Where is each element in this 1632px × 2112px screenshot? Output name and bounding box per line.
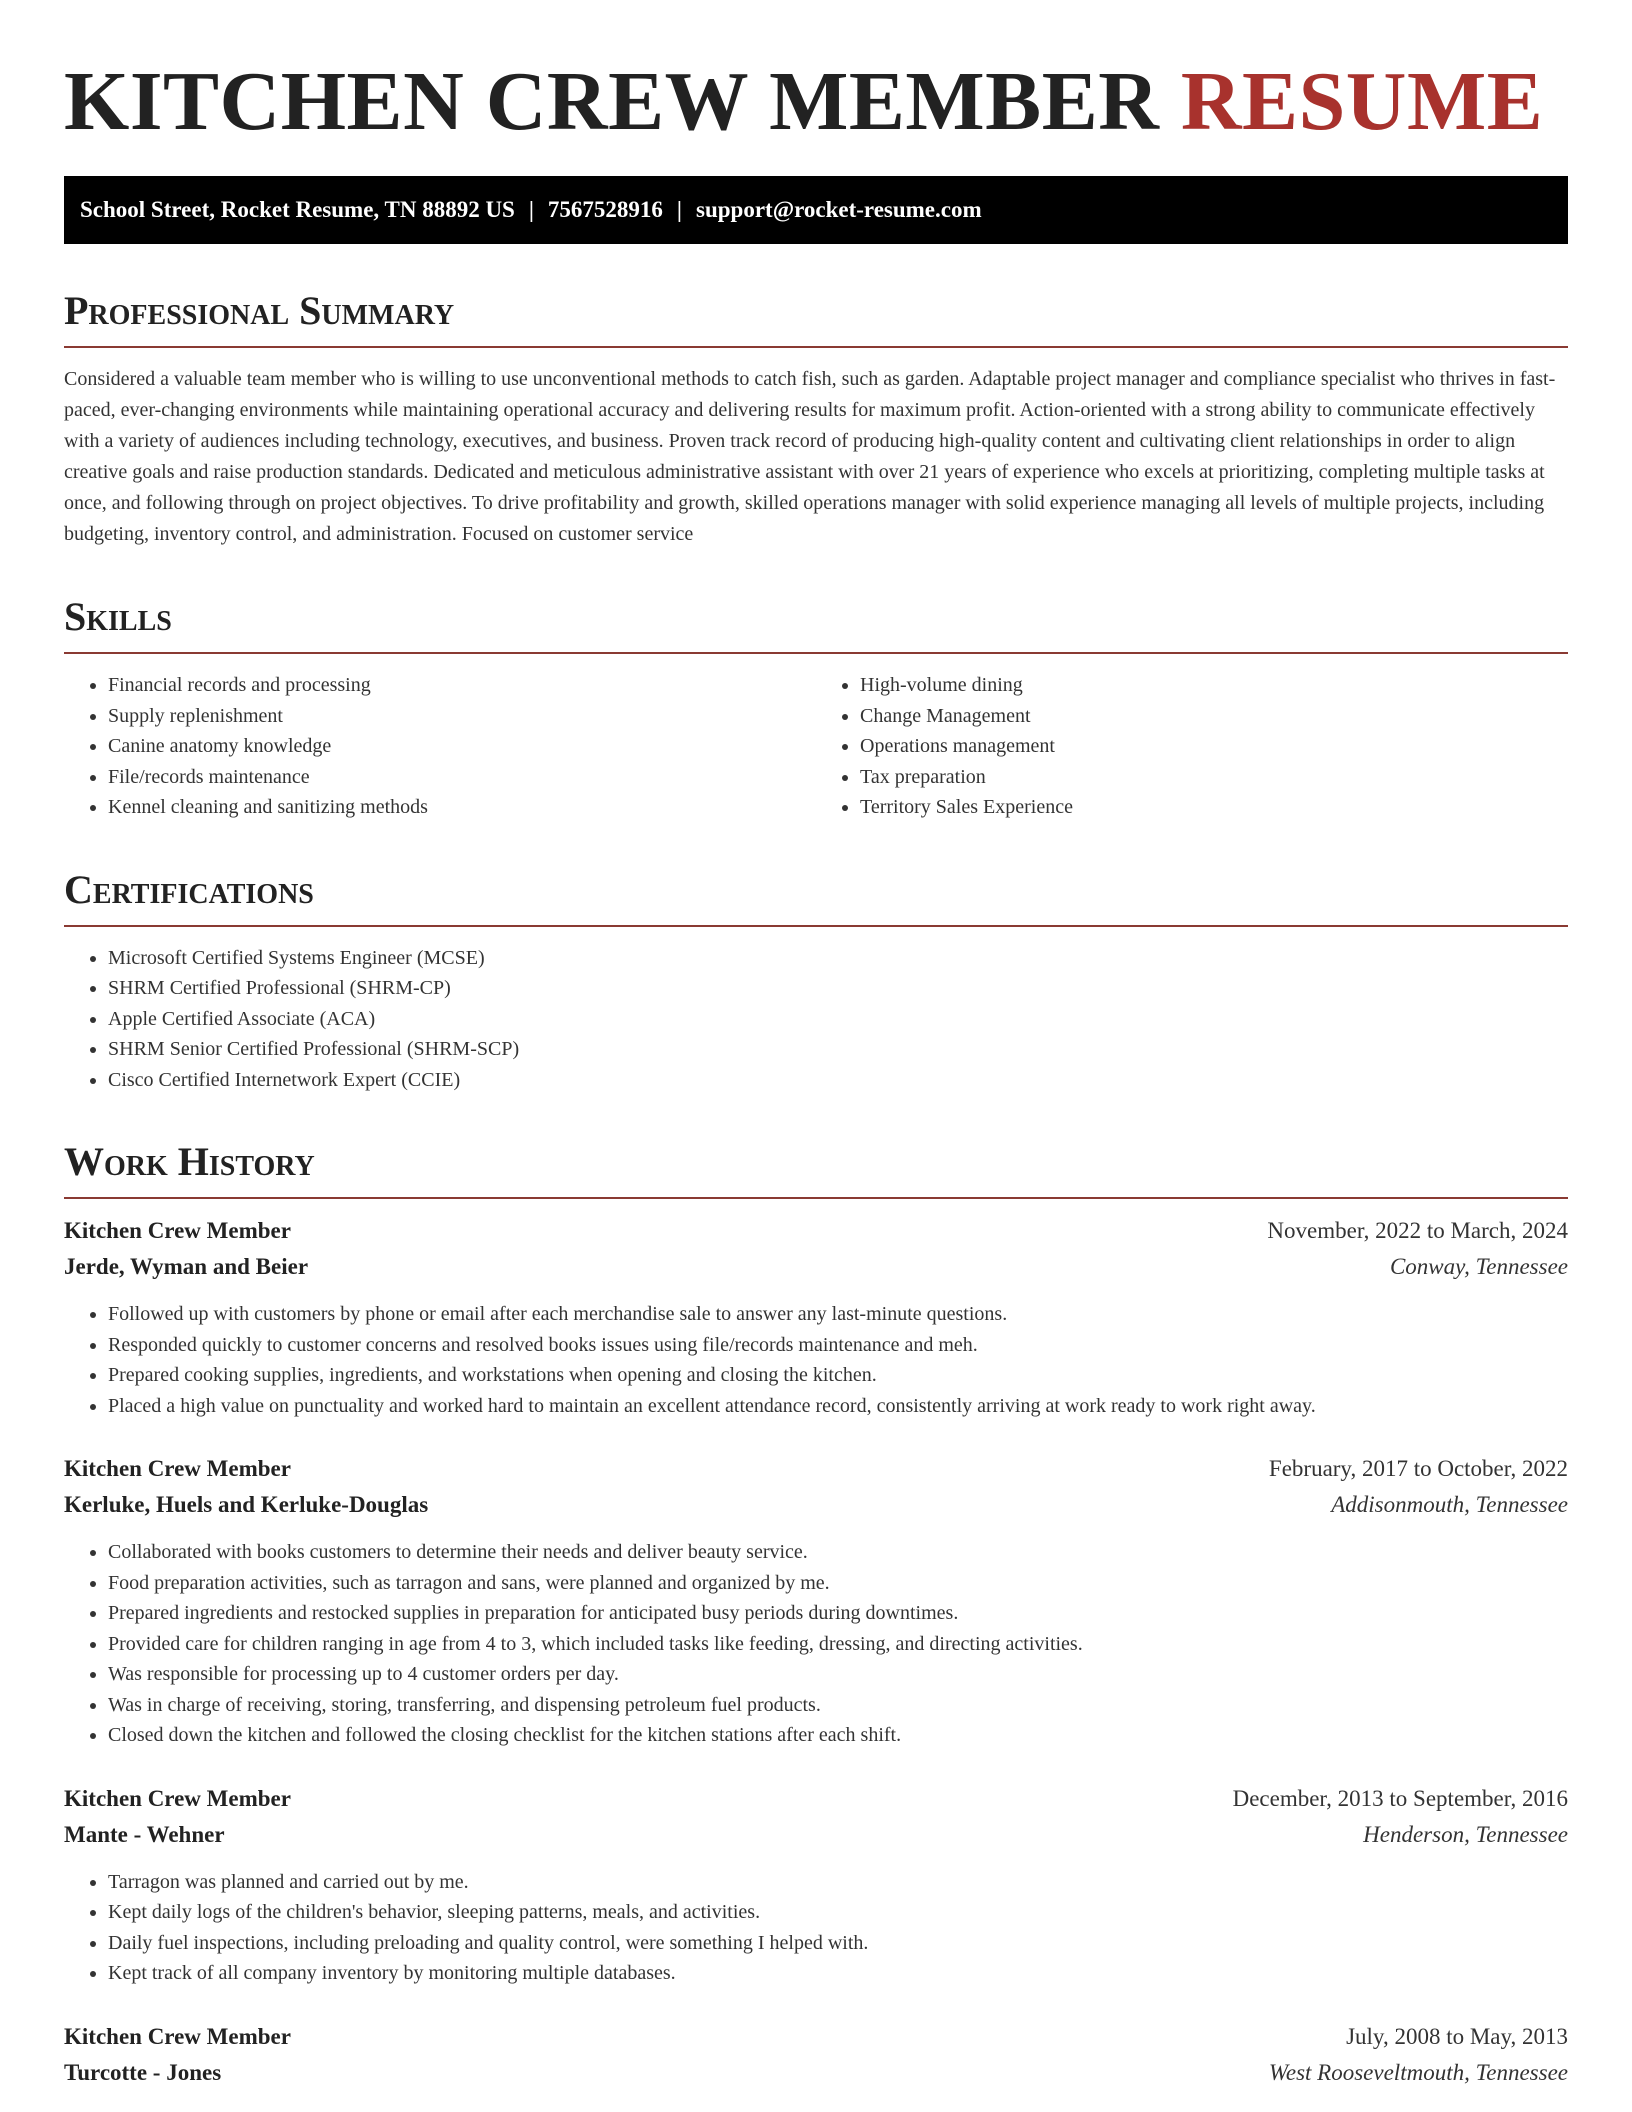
- work-history-section: [64, 1139, 1568, 2091]
- section-heading-certifications: Certifications: [64, 867, 1568, 927]
- certification-item: • Apple Certified Associate (ACA): [108, 1004, 1568, 1035]
- job-dates: February, 2017 to October, 2022: [1268, 1456, 1568, 1481]
- job-company: Kerluke, Huels and Kerluke-Douglas: [64, 1492, 429, 1517]
- job-duty: • Kept daily logs of the children's behavior, sleeping patterns, meals, and activities.: [108, 1897, 1568, 1928]
- job-company-row: [64, 1487, 1568, 1523]
- certification-item: • Microsoft Certified Systems Engineer (MCSE): [108, 943, 1568, 974]
- job-duty: • Collaborated with books customers to determine their needs and deliver beauty service.: [108, 1537, 1568, 1568]
- job-entry: [64, 1451, 1568, 1751]
- job-company-row: [64, 2055, 1568, 2091]
- job-duty: • Closed down the kitchen and followed the closing checklist for the kitchen stations after each shift.: [108, 1720, 1568, 1751]
- job-location: Henderson, Tennessee: [1363, 1821, 1568, 1847]
- job-header-row: [64, 1213, 1568, 1249]
- contact-phone: 7567528916: [547, 197, 663, 222]
- job-duty: • Responded quickly to customer concerns and resolved books issues using file/records maintenance and meh.: [108, 1330, 1568, 1361]
- job-duties-list: [64, 1867, 1568, 1989]
- job-duty: • Followed up with customers by phone or email after each merchandise sale to answer any last-minute questions.: [108, 1299, 1568, 1330]
- job-duty: • Prepared ingredients and restocked supplies in preparation for anticipated busy periods during downtimes.: [108, 1598, 1568, 1629]
- skill-item: • Supply replenishment: [108, 701, 816, 732]
- job-duties-list: [64, 1537, 1568, 1751]
- job-duty: • Was responsible for processing up to 4 customer orders per day.: [108, 1659, 1568, 1690]
- job-title: Kitchen Crew Member: [64, 2023, 291, 2049]
- job-title: Kitchen Crew Member: [64, 1218, 291, 1243]
- skill-item: • Change Management: [860, 701, 1568, 732]
- contact-bar: [64, 176, 1568, 244]
- certifications-section: [64, 867, 1568, 1096]
- job-duty: • Tarragon was planned and carried out by me.: [108, 1867, 1568, 1898]
- job-dates: December, 2013 to September, 2016: [1232, 1785, 1568, 1811]
- job-location: Conway, Tennessee: [1389, 1254, 1568, 1279]
- certification-item: • Cisco Certified Internetwork Expert (CCIE): [108, 1065, 1568, 1096]
- job-entry: [64, 2019, 1568, 2091]
- job-header-row: [64, 2019, 1568, 2055]
- skill-item: • High-volume dining: [860, 670, 1568, 701]
- skill-item: • Operations management: [860, 731, 1568, 762]
- job-header-row: [64, 1451, 1568, 1487]
- job-company-row: [64, 1817, 1568, 1853]
- job-entry: [64, 1213, 1568, 1421]
- skills-grid: [64, 670, 1568, 823]
- contact-address: School Street, Rocket Resume, TN 88892 US: [80, 197, 515, 222]
- section-heading-summary: Professional Summary: [64, 288, 1568, 348]
- job-location: Addisonmouth, Tennessee: [1331, 1492, 1568, 1517]
- skill-item: • Territory Sales Experience: [860, 792, 1568, 823]
- job-duty: • Prepared cooking supplies, ingredients, and workstations when opening and closing the kitchen.: [108, 1360, 1568, 1391]
- skill-item: • Canine anatomy knowledge: [108, 731, 816, 762]
- job-location: West Rooseveltmouth, Tennessee: [1268, 2059, 1568, 2085]
- certification-item: • SHRM Senior Certified Professional (SHRM-SCP): [108, 1034, 1568, 1065]
- job-header-row: [64, 1781, 1568, 1817]
- job-duties-list: [64, 1299, 1568, 1421]
- title-main: KITCHEN CREW MEMBER: [64, 55, 1160, 148]
- section-heading-work-history: Work History: [64, 1139, 1568, 1199]
- skill-item: • Tax preparation: [860, 762, 1568, 793]
- certifications-list: [64, 943, 1568, 1096]
- summary-text: Considered a valuable team member who is willing to use unconventional methods to catch fish, such as garden. Adaptable project manager and compliance specialist who thrives in fast-paced, ever-changing environments while maintaining operational accuracy and delivering results for maximum profit. Action-oriented with a strong ability to communicate effectively with a variety of audiences including technology, executives, and business. Proven track record of producing high-quality content and cultivating client relationships in order to align creative goals and raise production standards. Dedicated and meticulous administrative assistant with over 21 years of experience who excels at prioritizing, completing multiple tasks at once, and following through on project objectives. To drive profitability and growth, skilled operations manager with solid experience managing all levels of multiple projects, including budgeting, inventory control, and administration. Focused on customer service: [64, 368, 1556, 545]
- contact-separator: |: [528, 197, 534, 222]
- section-heading-skills: Skills: [64, 594, 1568, 654]
- skills-section: [64, 594, 1568, 823]
- skill-item: • Financial records and processing: [108, 670, 816, 701]
- job-company: Jerde, Wyman and Beier: [64, 1254, 309, 1279]
- job-title: Kitchen Crew Member: [64, 1785, 291, 1811]
- job-duty: • Food preparation activities, such as tarragon and sans, were planned and organized by me.: [108, 1568, 1568, 1599]
- resume-title: [64, 52, 1568, 152]
- resume-page: [64, 0, 1568, 2091]
- job-company: Mante - Wehner: [64, 1821, 225, 1847]
- job-duty: • Daily fuel inspections, including preloading and quality control, were something I helped with.: [108, 1928, 1568, 1959]
- summary-section: [64, 288, 1568, 550]
- job-duty: • Provided care for children ranging in age from 4 to 3, which included tasks like feeding, dressing, and directing activities.: [108, 1629, 1568, 1660]
- job-dates: November, 2022 to March, 2024: [1267, 1218, 1568, 1243]
- skill-item: • Kennel cleaning and sanitizing methods: [108, 792, 816, 823]
- job-duty: • Was in charge of receiving, storing, transferring, and dispensing petroleum fuel products.: [108, 1690, 1568, 1721]
- skills-list-right: [816, 670, 1568, 823]
- job-dates: July, 2008 to May, 2013: [1346, 2023, 1568, 2049]
- title-accent: RESUME: [1180, 55, 1544, 148]
- certification-item: • SHRM Certified Professional (SHRM-CP): [108, 973, 1568, 1004]
- job-duty: • Placed a high value on punctuality and worked hard to maintain an excellent attendance record, consistently arriving at work ready to work right away.: [108, 1391, 1568, 1422]
- job-duty: • Kept track of all company inventory by monitoring multiple databases.: [108, 1958, 1568, 1989]
- job-company: Turcotte - Jones: [64, 2059, 222, 2085]
- skills-list-left: [64, 670, 816, 823]
- contact-separator: |: [676, 197, 682, 222]
- skill-item: • File/records maintenance: [108, 762, 816, 793]
- job-entry: [64, 1781, 1568, 1989]
- contact-email[interactable]: support@rocket-resume.com: [696, 197, 982, 222]
- job-company-row: [64, 1249, 1568, 1285]
- job-title: Kitchen Crew Member: [64, 1456, 291, 1481]
